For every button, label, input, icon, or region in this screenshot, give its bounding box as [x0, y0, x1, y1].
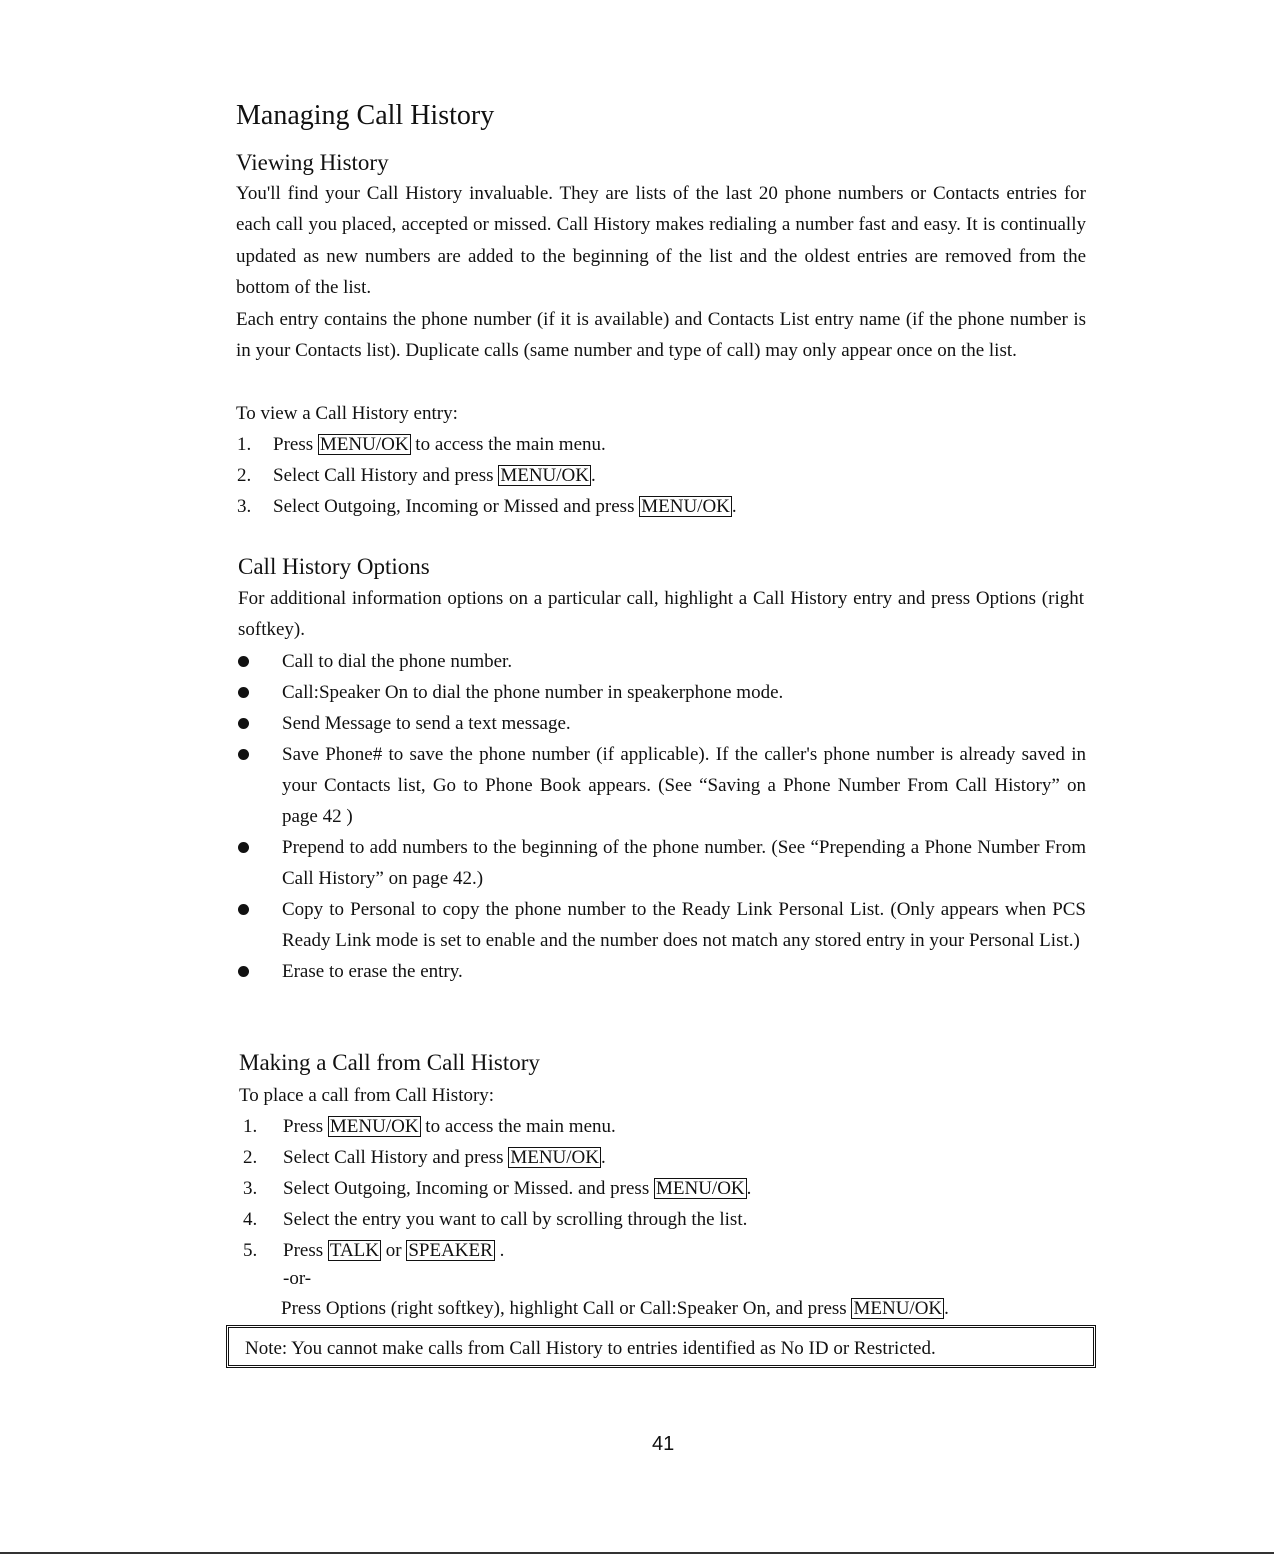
step-number: 4.	[243, 1209, 258, 1230]
viewing-history-intro: To view a Call History entry:	[236, 403, 458, 424]
option-item-copy-to-personal	[238, 894, 1086, 956]
bullet-icon	[238, 718, 249, 729]
options-paragraph: For additional information options on a particular call, highlight a Call History entry and press Options (right softkey).	[238, 588, 1084, 641]
step-text-tail: .	[591, 465, 596, 486]
option-text: Save Phone# to save the phone number (if applicable). If the caller's phone number is already saved in your Contacts list, Go to Phone Book appears. (See “Saving a Phone Number From Call History” on page 42 )	[282, 744, 1086, 827]
making-a-call-intro: To place a call from Call History:	[239, 1085, 495, 1106]
option-item-send-message	[238, 708, 1086, 739]
step-text: Select Call History and press	[273, 465, 499, 486]
step-text: Press	[283, 1116, 328, 1137]
menu-ok-key: MENU/OK	[510, 1147, 599, 1168]
step-text: Press	[283, 1240, 328, 1261]
bottom-rule	[0, 1552, 1274, 1554]
bullet-icon	[238, 842, 249, 853]
option-item-call-speaker	[238, 677, 1086, 708]
step-number: 5.	[243, 1240, 258, 1261]
making-step-1	[243, 1111, 751, 1142]
menu-ok-key: MENU/OK	[853, 1298, 943, 1319]
viewing-step-2	[237, 460, 737, 491]
step-text: Select the entry you want to call by scrolling through the list.	[283, 1209, 748, 1230]
step-text: Select Call History and press	[283, 1147, 509, 1168]
alternate-instruction	[281, 1298, 949, 1320]
step-text-tail: .	[746, 1178, 752, 1199]
making-step-3	[243, 1173, 751, 1204]
viewing-history-heading: Viewing History	[236, 150, 389, 175]
option-text: Call:Speaker On to dial the phone number in speakerphone mode.	[282, 682, 784, 703]
menu-ok-key: MENU/OK	[319, 434, 409, 455]
bullet-icon	[238, 904, 249, 915]
step-text-tail: to access the main menu.	[410, 434, 606, 455]
bullet-icon	[238, 749, 249, 760]
step-text-tail: .	[601, 1147, 606, 1168]
menu-ok-key: MENU/OK	[641, 496, 730, 517]
step-number: 3.	[237, 496, 252, 517]
call-history-options-heading: Call History Options	[238, 554, 430, 579]
making-a-call-heading: Making a Call from Call History	[239, 1050, 540, 1075]
note-box	[226, 1325, 1096, 1368]
option-item-erase	[238, 956, 1086, 987]
making-step-5	[243, 1235, 751, 1266]
option-item-save-phone	[238, 739, 1086, 832]
viewing-step-1	[237, 429, 737, 460]
menu-ok-key: MENU/OK	[500, 465, 589, 486]
alternate-text-tail: .	[944, 1298, 949, 1319]
option-item-prepend	[238, 832, 1086, 894]
option-text: Copy to Personal to copy the phone number to the Ready Link Personal List. (Only appears when PCS Ready Link mode is set to enable and the number does not match any stored entry in your Personal List.)	[282, 899, 1086, 951]
or-separator: -or-	[283, 1268, 312, 1289]
making-step-4	[243, 1204, 751, 1235]
making-step-2	[243, 1142, 751, 1173]
step-text: Select Outgoing, Incoming or Missed. and press	[283, 1178, 654, 1199]
speaker-key: SPEAKER	[408, 1240, 493, 1261]
talk-key: TALK	[329, 1240, 380, 1261]
option-item-call	[238, 646, 1086, 677]
viewing-steps-list	[237, 429, 737, 522]
step-text-tail: .	[494, 1240, 505, 1261]
step-text: Press	[273, 434, 318, 455]
viewing-step-3	[237, 491, 737, 522]
bullet-icon	[238, 966, 249, 977]
step-text-tail: to access the main menu.	[420, 1116, 616, 1137]
making-steps-list	[243, 1111, 751, 1266]
option-text: Send Message to send a text message.	[282, 713, 571, 734]
step-number: 2.	[243, 1147, 258, 1168]
bullet-icon	[238, 656, 249, 667]
viewing-history-paragraph-2: Each entry contains the phone number (if it is available) and Contacts List entry name (if the phone number is in your Contacts list). Duplicate calls (same number and type of call) may only appear once on the list.	[236, 309, 1086, 362]
step-text: Select Outgoing, Incoming or Missed and press	[273, 496, 640, 517]
step-number: 2.	[237, 465, 252, 486]
menu-ok-key: MENU/OK	[655, 1178, 745, 1199]
option-text: Erase to erase the entry.	[282, 961, 463, 982]
step-text-mid: or	[381, 1240, 407, 1261]
step-number: 3.	[243, 1178, 258, 1199]
menu-ok-key: MENU/OK	[329, 1116, 419, 1137]
viewing-history-paragraph-1: You'll find your Call History invaluable. They are lists of the last 20 phone numbers or Contacts entries for each call you placed, accepted or missed. Call History makes redialing a number fast and easy. It is continually updated as new numbers are added to the beginning of the list and the oldest entries are removed from the bottom of the list.	[236, 183, 1086, 298]
option-text: Call to dial the phone number.	[282, 651, 513, 672]
page-number: 41	[652, 1433, 675, 1455]
step-number: 1.	[243, 1116, 258, 1137]
step-number: 1.	[237, 434, 252, 455]
note-text: Note: You cannot make calls from Call History to entries identified as No ID or Restricted.	[245, 1338, 936, 1359]
page-title: Managing Call History	[236, 100, 495, 131]
alternate-text: Press Options (right softkey), highlight Call or Call:Speaker On, and press	[281, 1298, 852, 1319]
options-bullet-list	[238, 646, 1086, 987]
option-text: Prepend to add numbers to the beginning of the phone number. (See “Prepending a Phone Number From Call History” on page 42.)	[282, 837, 1086, 889]
step-text-tail: .	[731, 496, 737, 517]
bullet-icon	[238, 687, 249, 698]
